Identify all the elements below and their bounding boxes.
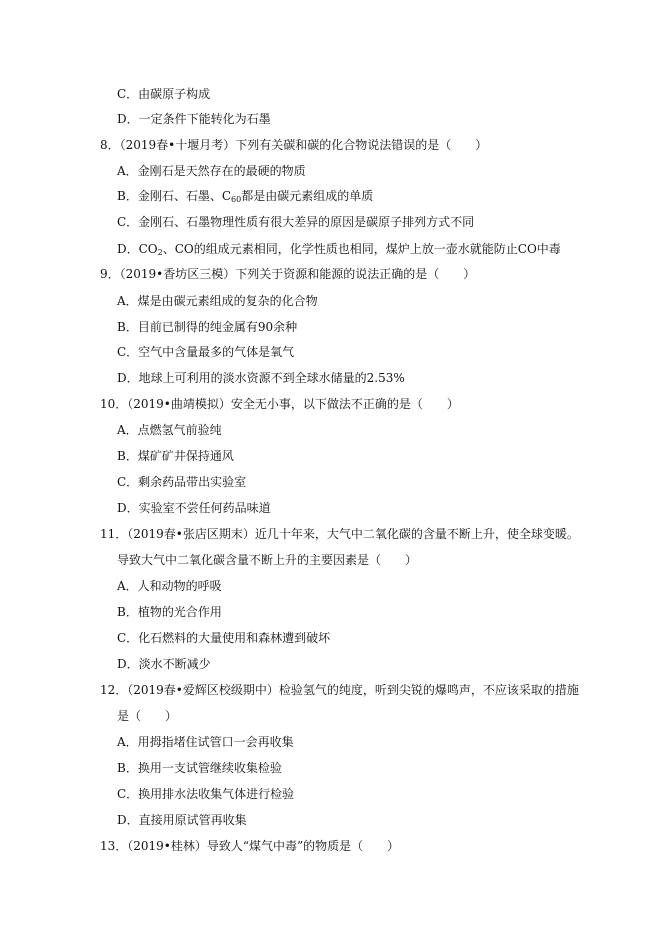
option-b-q8-pre: B．金刚石、石墨、C <box>117 189 232 203</box>
option-a-q10: A．点燃氢气前验纯 <box>117 423 222 437</box>
option-c-q9: C．空气中含量最多的气体是氧气 <box>117 345 295 359</box>
option-d-q8-post: 、CO的组成元素相同，化学性质也相同，煤炉上放一壶水就能防止CO中毒 <box>162 242 561 256</box>
option-d-q8 <box>117 242 561 256</box>
question-9: 9．（2019•香坊区三模）下列关于资源和能源的说法正确的是（ ） <box>100 267 476 281</box>
question-8: 8．（2019春•十堰月考）下列有关碳和碳的化合物说法错误的是（ ） <box>100 138 488 152</box>
option-d-q7: D．一定条件下能转化为石墨 <box>117 112 271 126</box>
question-11-cont: 导致大气中二氧化碳含量不断上升的主要因素是（ ） <box>117 553 418 567</box>
option-d-q10: D．实验室不尝任何药品味道 <box>117 501 271 515</box>
option-c-q10: C．剩余药品带出实验室 <box>117 475 247 489</box>
question-10: 10．（2019•曲靖模拟）安全无小事，以下做法不正确的是（ ） <box>100 397 459 411</box>
option-d-q9: D．地球上可利用的淡水资源不到全球水储量的2.53% <box>117 371 405 385</box>
question-11: 11．（2019春•张店区期末）近几十年来，大气中二氧化碳的含量不断上升，使全球变暖。 <box>100 527 579 541</box>
option-a-q11: A．人和动物的呼吸 <box>117 579 222 593</box>
question-12: 12．（2019春•爱辉区校级期中）检验氢气的纯度，听到尖锐的爆鸣声，不应该采取的措施 <box>100 683 579 697</box>
option-a-q12: A．用拇指堵住试管口一会再收集 <box>117 735 294 749</box>
question-12-cont: 是（ ） <box>117 709 178 723</box>
option-a-q8: A．金刚石是天然存在的最硬的物质 <box>117 164 306 178</box>
question-13: 13．（2019•桂林）导致人“煤气中毒”的物质是（ ） <box>100 839 400 853</box>
option-d-q11: D．淡水不断减少 <box>117 657 211 671</box>
option-c-q8: C．金刚石、石墨物理性质有很大差异的原因是碳原子排列方式不同 <box>117 215 475 229</box>
option-b-q9: B．目前已制得的纯金属有90余种 <box>117 320 298 334</box>
option-b-q8-post: 都是由碳元素组成的单质 <box>241 189 374 203</box>
option-b-q8-sub: 60 <box>231 195 242 204</box>
option-b-q11: B．植物的光合作用 <box>117 605 222 619</box>
option-c-q12: C．换用排水法收集气体进行检验 <box>117 787 295 801</box>
option-c-q7: C．由碳原子构成 <box>117 87 211 101</box>
option-b-q8 <box>117 189 373 203</box>
option-b-q12: B．换用一支试管继续收集检验 <box>117 761 282 775</box>
option-a-q9: A．煤是由碳元素组成的复杂的化合物 <box>117 294 318 308</box>
option-d-q8-pre: D．CO <box>117 242 158 256</box>
option-b-q10: B．煤矿矿井保持通风 <box>117 449 234 463</box>
option-c-q11: C．化石燃料的大量使用和森林遭到破坏 <box>117 631 331 645</box>
option-d-q8-sub: 2 <box>157 248 163 257</box>
option-d-q12: D．直接用原试管再收集 <box>117 813 247 827</box>
